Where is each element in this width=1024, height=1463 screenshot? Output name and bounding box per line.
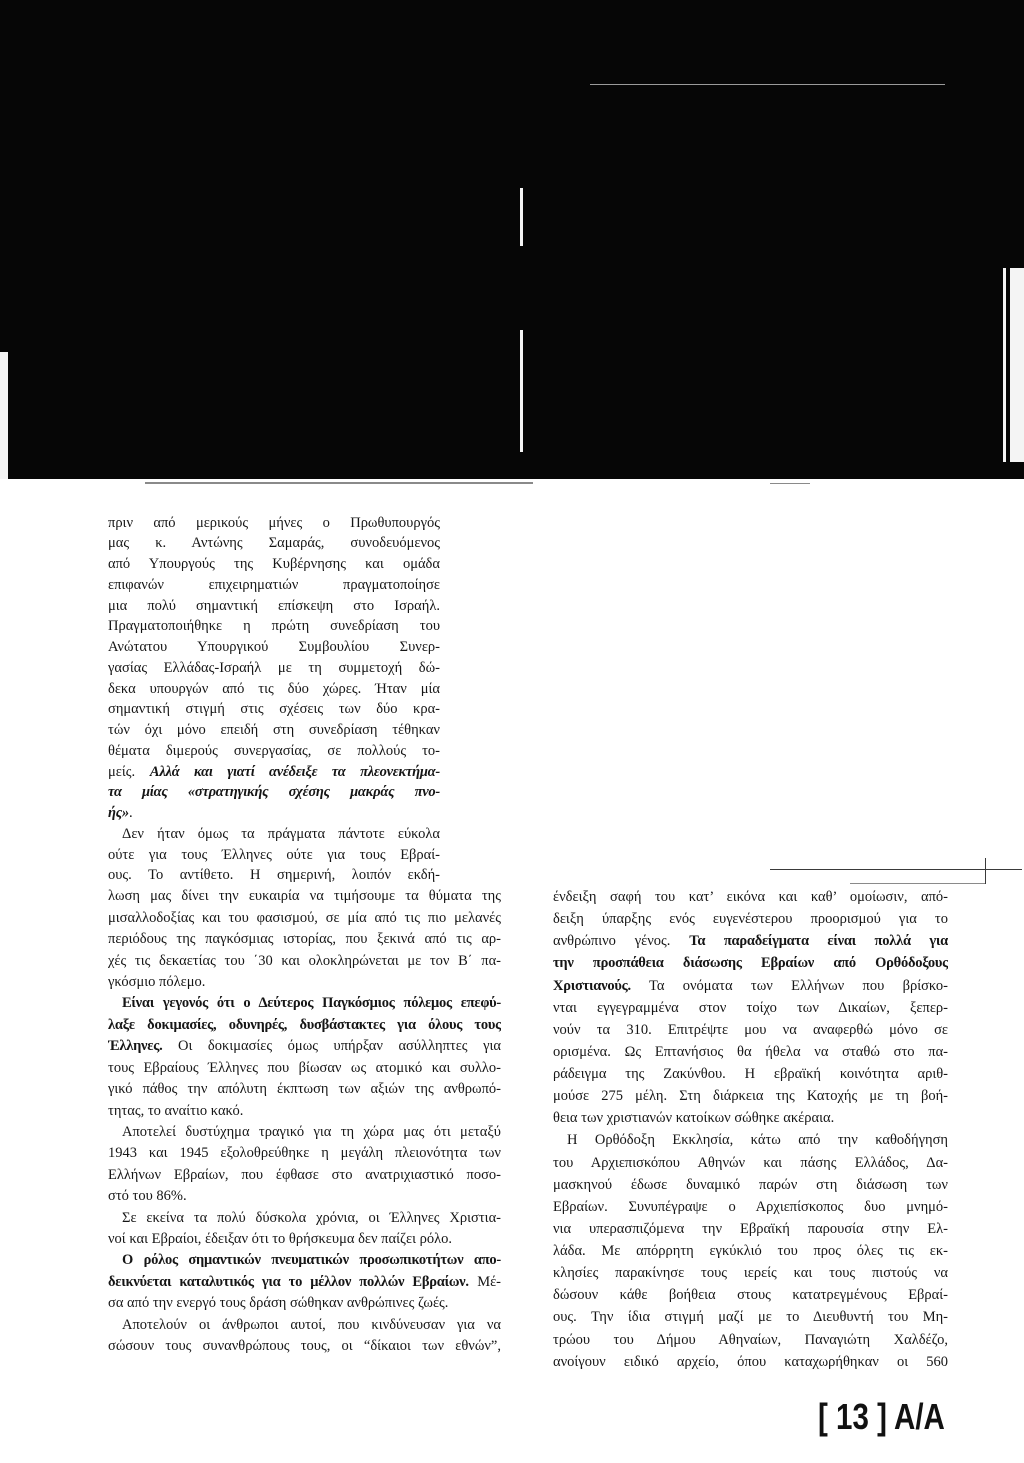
left-column-upper — [108, 513, 440, 887]
text-line — [553, 1218, 948, 1240]
text-run: σώσουν τους συνανθρώπους τους, οι “δίκαιοι των εθνών”, — [108, 1338, 501, 1355]
text-line — [108, 1186, 501, 1207]
text-line — [553, 1196, 948, 1218]
text-run: ανθρώπινο γένος. — [553, 933, 690, 950]
text-line — [553, 1041, 948, 1063]
text-run: θεια των χριστιανών κατοίκων σώθηκε ακέραια. — [553, 1110, 835, 1127]
text-line — [553, 997, 948, 1019]
text-line — [553, 1306, 948, 1328]
text-run: τα μίας «στρατηγικής σχέσης μακράς πνο- — [108, 784, 440, 801]
text-line — [108, 845, 440, 866]
text-run: ους. Το αντίθετο. Η σημερινή, λοιπόν εκδή- — [108, 867, 440, 884]
text-line — [553, 1107, 948, 1129]
page-number-label: [ 13 ] A/A — [818, 1396, 945, 1437]
text-line — [553, 952, 948, 974]
text-run: δεκα υπουργών από τις δύο χώρες. Ήταν μία — [108, 680, 440, 697]
scan-line-vertical-right — [1003, 268, 1006, 462]
text-line — [108, 1208, 501, 1229]
text-run: Πραγματοποιήθηκε η πρώτη συνεδρίαση του — [108, 618, 440, 635]
text-run: σα από την ενεργό τους δράση σώθηκαν ανθρώπινες ζωές. — [108, 1295, 449, 1312]
text-line — [108, 1336, 501, 1357]
photo-bottom-edge — [770, 483, 810, 484]
text-line — [553, 1152, 948, 1174]
text-run: Ο ρόλος σημαντικών πνευματικών προσωπικοτήτων απο- — [122, 1252, 501, 1269]
text-line — [108, 637, 440, 658]
text-run: Οι δοκιμασίες όμως υπήρξαν ασύλληπτες για — [162, 1038, 501, 1055]
text-run: του Αρχιεπισκόπου Αθηνών και πάσης Ελλάδος, Δα- — [553, 1154, 948, 1171]
text-run: Σε εκείνα τα πολύ δύσκολα χρόνια, οι Έλληνες Χριστια- — [122, 1209, 501, 1226]
text-run: θέματα διμερούς συνεργασίας, σε πολλούς το- — [108, 742, 440, 759]
separator-rule — [850, 883, 985, 884]
text-run: από Υπουργούς της Κυβέρνησης και ομάδα — [108, 556, 440, 573]
text-line — [108, 741, 440, 762]
text-line — [108, 1293, 501, 1314]
text-run: γκόσμιο πόλεμο. — [108, 973, 206, 990]
text-run: Ανώτατου Υπουργικού Συμβουλίου Συνερ- — [108, 639, 440, 656]
text-run: 1943 και 1945 εξολοθρεύθηκε η μεγάλη πλειονότητα των — [108, 1145, 501, 1162]
text-line — [108, 513, 440, 534]
text-line — [108, 1143, 501, 1164]
text-run: τους Εβραίους Έλληνες που βίωσαν ως ατομικό και συλλο- — [108, 1059, 501, 1076]
text-run: ένδειξη σαφή του κατ’ εικόνα και καθ’ ομοίωσιν, από- — [553, 889, 948, 905]
scan-edge-right — [1010, 268, 1024, 462]
text-run: τρώου του Δήμου Αθηναίων, Παναγιώτη Χαλδέζο, — [553, 1331, 948, 1348]
text-run: δειξη ύπαρξης ενός ευγενέστερου προορισμού για το — [553, 911, 948, 928]
text-run: επιφανών επιχειρηματιών πραγματοποίησε — [108, 576, 440, 593]
text-line — [108, 1315, 501, 1336]
text-line — [553, 1329, 948, 1351]
text-line — [108, 699, 440, 720]
text-run: Αποτελούν οι άνθρωποι αυτοί, που κινδύνευσαν για να — [122, 1316, 501, 1333]
text-run: ους. Την ίδια στιγμή μαζί με το Διευθυντή του Μη- — [553, 1309, 948, 1326]
text-line — [553, 1085, 948, 1107]
text-run: μας κ. Αντώνης Σαμαράς, συνοδευόμενος — [108, 535, 440, 552]
text-line — [108, 1058, 501, 1079]
text-run: στό του 86%. — [108, 1188, 187, 1205]
text-run: νούν τα 310. Επιτρέψτε μου να αναφερθώ μόνο σε — [553, 1021, 948, 1038]
text-run: μια πολύ σημαντική επίσκεψη στο Ισραήλ. — [108, 597, 440, 614]
text-line — [108, 596, 440, 617]
text-line — [553, 975, 948, 997]
text-run: λάδα. Με απόρρητη εγκύκλιό του προς όλες τις εκ- — [553, 1243, 948, 1259]
text-run: ορισμένα. Ως Επτανήσιος θα ήθελα να σταθώ στο πα- — [553, 1043, 948, 1060]
text-run: μούσε 275 μέλη. Στη διάρκεια της Κατοχής με τη βοή- — [553, 1088, 948, 1105]
text-line — [108, 554, 440, 575]
separator-tick — [985, 858, 986, 884]
right-column — [553, 886, 948, 1373]
text-line — [553, 930, 948, 952]
text-line — [108, 1122, 501, 1143]
left-column-lower — [108, 886, 501, 1357]
text-run: Μέ- — [468, 1273, 501, 1290]
text-line — [108, 886, 501, 907]
text-line — [553, 1129, 948, 1151]
text-line — [108, 951, 501, 972]
text-line — [108, 679, 440, 700]
text-run: κλησίες παρακίνησε τους ιερείς και τους πιστούς να — [553, 1265, 948, 1282]
text-line — [553, 1351, 948, 1373]
text-line — [108, 908, 501, 929]
text-run: Η Ορθόδοξη Εκκλησία, κάτω από την καθοδήγηση — [567, 1132, 948, 1149]
text-run: νται εγγεγραμμένα στον τοίχο των Δικαίων, ξεπερ- — [553, 999, 948, 1016]
text-line — [108, 1272, 501, 1293]
text-line — [108, 658, 440, 679]
text-line — [108, 762, 440, 783]
text-run: νοί και Εβραίοι, έδειξαν ότι το θρήσκευμα δεν παίζει ρόλο. — [108, 1231, 453, 1248]
text-run: Αλλά και γιατί ανέδειξε τα πλεονεκτήμα- — [149, 763, 440, 780]
text-run: γικό πάθος την απόλυτη έκπτωση των αξιών της ανθρωπό- — [108, 1081, 501, 1098]
text-line — [108, 803, 440, 824]
photo-bottom-edge — [145, 482, 533, 484]
text-run: νια υπερασπιζόμενα την Εβραϊκή παρουσία στην Ελ- — [553, 1220, 948, 1237]
text-run: πριν από μερικούς μήνες ο Πρωθυπουργός — [108, 514, 440, 531]
text-line — [553, 908, 948, 930]
text-run: Δεν ήταν όμως τα πράγματα πάντοτε εύκολα — [122, 825, 440, 842]
text-line — [108, 782, 440, 803]
scan-line-top — [590, 84, 945, 85]
text-run: δώσουν κάθε βοήθεια στους κατατρεγμένους Εβραί- — [553, 1287, 948, 1304]
text-line — [553, 1174, 948, 1196]
text-run: Έλληνες. — [108, 1038, 163, 1055]
text-run: περιόδους της παγκόσμιας ιστορίας, που ξεκινά από τις αρ- — [108, 931, 501, 948]
text-run: Τα ονόματα των Ελλήνων που βρίσκο- — [630, 977, 948, 994]
text-run: την προσπάθεια διάσωσης Εβραίων από Ορθόδοξους — [553, 955, 948, 972]
text-run: ράδειγμα της Ζακύνθου. Η εβραϊκή κοινότητα αριθ- — [553, 1066, 948, 1082]
text-run: ής» — [108, 805, 129, 822]
text-run: Εβραίων. Συνυπέγραψε ο Αρχιεπίσκοπος δυο μνημό- — [553, 1198, 948, 1215]
text-run: Χριστιανούς. — [553, 977, 631, 994]
text-line — [108, 1015, 501, 1036]
text-run: τών όχι μόνο επειδή στη συνεδρίαση τέθηκαν — [108, 722, 440, 739]
text-line — [108, 1229, 501, 1250]
text-line — [108, 1165, 501, 1186]
text-line — [108, 972, 501, 993]
text-line — [108, 720, 440, 741]
text-line — [108, 1079, 501, 1100]
text-line — [553, 1240, 948, 1262]
text-line — [108, 929, 501, 950]
text-line — [553, 1262, 948, 1284]
text-line — [108, 1036, 501, 1057]
text-run: δεικνύεται καταλυτικός για το μέλλον πολλών Εβραίων. — [108, 1273, 469, 1290]
text-line — [108, 616, 440, 637]
text-run: μασκηνού έδωσε δυναμικό παρών στη διάσωση των — [553, 1176, 948, 1193]
photo-area — [0, 0, 1024, 479]
scan-line-vertical — [520, 188, 523, 246]
text-run: γασίας Ελλάδας-Ισραήλ με τη συμμετοχή δώ- — [108, 659, 440, 676]
text-run: Είναι γεγονός ότι ο Δεύτερος Παγκόσμιος πόλεμος επεφύ- — [122, 995, 501, 1012]
text-line — [553, 1063, 948, 1085]
text-line — [553, 1284, 948, 1306]
text-run: Αποτελεί δυστύχημα τραγικό για τη χώρα μας ότι μεταξύ — [122, 1123, 501, 1140]
text-line — [108, 865, 440, 886]
text-run: ανοίγουν ειδικό αρχείο, όπου καταχωρήθηκαν οι 560 — [553, 1353, 948, 1370]
text-line — [108, 533, 440, 554]
text-line — [108, 824, 440, 845]
text-run: μισαλλοδοξίας και του φασισμού, σε μία από τις πιο μελανές — [108, 909, 501, 926]
text-run: . — [128, 805, 133, 822]
text-run: μείς. — [108, 763, 150, 780]
text-run: τητας, το αναίτιο κακό. — [108, 1102, 244, 1119]
text-run: λαξε δοκιμασίες, οδυνηρές, δυσβάστακτες για όλους τους — [108, 1016, 501, 1033]
text-line — [108, 575, 440, 596]
text-line — [108, 993, 501, 1014]
text-line — [553, 1019, 948, 1041]
text-run: χές τις δεκαετίας του ΄30 και ολοκληρώνεται με τον Β΄ πα- — [108, 952, 501, 969]
text-run: Ελλήνων Εβραίων, που έφθασε στο ανατριχιαστικό ποσο- — [108, 1166, 501, 1183]
text-run: σημαντική στιγμή στις σχέσεις των δύο κρα- — [108, 701, 440, 718]
scan-line-vertical — [520, 330, 523, 452]
text-line — [108, 1250, 501, 1271]
scan-edge-left — [0, 352, 8, 479]
text-line — [108, 1101, 501, 1122]
text-run: Τα παραδείγματα είναι πολλά για — [689, 933, 948, 950]
text-run: λωση μας δίνει την ευκαιρία να τιμήσουμε τα θύματα της — [108, 888, 501, 905]
text-run: ούτε για τους Έλληνες ούτε για τους Εβραί- — [108, 846, 440, 863]
text-line — [553, 886, 948, 908]
